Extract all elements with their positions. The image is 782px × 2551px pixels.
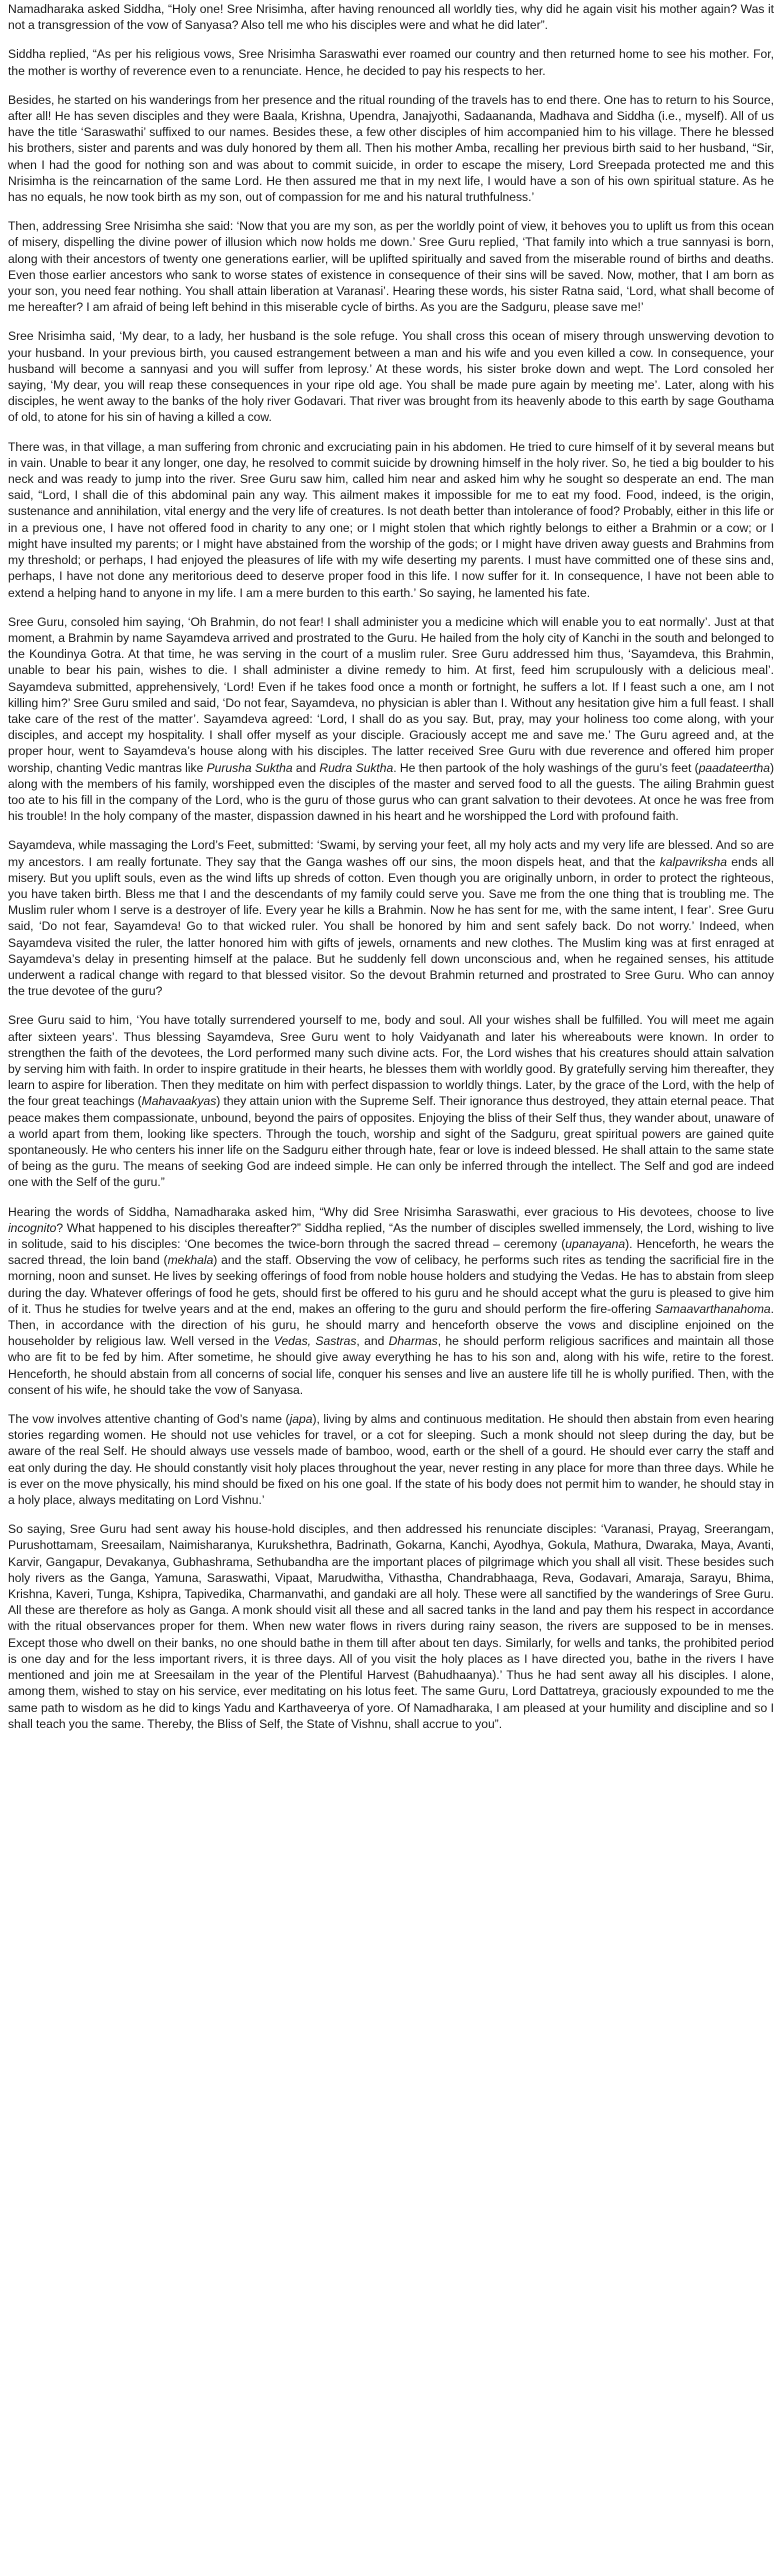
italic-term: mekhala [167, 1253, 214, 1268]
paragraph [8, 328, 774, 425]
text-run: ends all misery. But you uplift souls, even as the wind lifts up shreds of cotton. Even though you are originally unborn, in order to protect the righteous, you have taken birth. Bless me that I and the descendants of my family could serve you. Save me from the one thing that is troubling me. The Muslim ruler whom I serve is a destroyer of life. Every year he kills a Brahmin. Now he has sent for me, with the same intent, I fear’. Sree Guru said, ‘Do not fear, Sayamdeva! Go to that wicked ruler. You shall be honored by him and sent safely back. Do not worry.’ Indeed, when Sayamdeva visited the ruler, the latter honored him with gifts of jewels, ornaments and new clothes. The Muslim king was at first enraged at Sayamdeva’s delay in presenting himself at the palace. But he suddenly fell down unconscious and, when he regained senses, his attitude underwent a radical change with regard to that blessed visitor. So the devout Brahmin returned and prostrated to Sree Guru. Who can annoy the true devotee of the guru? [8, 854, 774, 999]
paragraph [8, 614, 774, 825]
paragraph [8, 837, 774, 999]
text-run: Sree Nrisimha said, ‘My dear, to a lady, her husband is the sole refuge. You shall cross this ocean of misery through unswerving devotion to your husband. In your previous birth, you caused estrangement between a man and his wife and you even killed a cow. In consequence, your husband will become a sannyasi and you will suffer from leprosy.’ At these words, his sister broke down and wept. The Lord consoled her saying, ‘My dear, you will reap these consequences in your ripe old age. You shall be made pure again by meeting me’. Later, along with his disciples, he went away to the banks of the holy river Godavari. That river was brought from its heavenly abode to this earth by sage Gouthama of old, to atone for his sin of having a killed a cow. [8, 329, 774, 425]
text-run: ) and the staff. Observing the vow of celibacy, he performs such rites as tending the sacrificial fire in the morning, noon and sunset. He lives by seeking offerings of food from noble house holders and studying the Vedas. He has to abstain from sleep during the day. Whatever offerings of food he gets, should first be offered to his guru and he should accept what the guru is pleased to give him of it. Thus he studies for twelve years and at the end, makes an offering to the guru and should perform the fire-offering [8, 1253, 774, 1316]
text-run: , and [356, 1334, 389, 1349]
text-run: Sree Guru, consoled him saying, ‘Oh Brahmin, do not fear! I shall administer you a medicine which will enable you to eat normally’. Just at that moment, a Brahmin by name Sayamdeva arrived and prostrated to the Guru. He hailed from the holy city of Kanchi in the south and belonged to the Koundinya Gotra. At that time, he was serving in the court of a muslim ruler. Sree Guru addressed him thus, ‘Sayamdeva, this Brahmin, unable to bear his pain, wishes to die. I shall administer a divine remedy to him. At first, feed him scrupulously with a delicious meal’. Sayamdeva submitted, apprehensively, ‘Lord! Even if he takes food once a month or fortnight, he suffers a lot. If I feast such a one, am I not killing him?’ Sree Guru smiled and said, ‘Do not fear, Sayamdeva, no physician is abler than I. Without any hesitation give him a full feast. I shall take care of the rest of the matter’. Sayamdeva agreed: ‘Lord, I shall do as you say. But, pray, may your holiness too come along, with your disciples, and accept my hospitality. I shall offer myself as your disciple. Graciously accept me and save me.’ The Guru agreed and, at the proper hour, went to Sayamdeva’s house along with his disciples. The latter received Sree Guru with due reverence and offered him proper worship, chanting Vedic mantras like [8, 614, 774, 775]
text-run: , he should perform religious sacrifices and maintain all those who are fit to be fed by him. After sometime, he should give away everything he has to his son and, along with his wife, retire to the forest. Henceforth, he should abstain from all concerns of social life, conquer his senses and live an austere life till he is wholly purified. Then, with the consent of his wife, he should take the vow of Sanyasa. [8, 1334, 774, 1397]
text-run: Hearing the words of Siddha, Namadharaka asked him, “Why did Sree Nrisimha Saraswathi, ever gracious to His devotees, choose to live [8, 1204, 774, 1219]
paragraph [8, 1411, 774, 1508]
text-run: ) they attain union with the Supreme Self. Their ignorance thus destroyed, they attain eternal peace. That peace makes them compassionate, unbound, beyond the pairs of opposites. Enjoying the bliss of their Self thus, they wander about, unaware of a world apart from them, looking like specters. Through the touch, worship and sight of the Sadguru, great spiritual powers are gained quite spontaneously. He who centers his inner life on the Sadguru either through hate, fear or love is indeed blessed. He shall attain to the same state of being as the guru. The means of seeking God are indeed simple. He can only be inferred through the intellect. The Self and god are indeed one with the Self of the guru.” [8, 1094, 774, 1190]
italic-term: Vedas, Sastras [273, 1334, 357, 1349]
paragraph [8, 1521, 774, 1732]
paragraph [8, 1204, 774, 1398]
text-run: . He then partook of the holy washings of the guru’s feet ( [393, 760, 699, 775]
paragraph [8, 1012, 774, 1190]
text-run: ). Henceforth, he wears the sacred thread, the loin band ( [8, 1237, 774, 1268]
text-run: Besides, he started on his wanderings from her presence and the ritual rounding of the travels has to end there. One has to return to his Source, after all! He has seven disciples and they were Baala, Krishna, Upendra, Janajyothi, Sadaananda, Madhava and Siddha (i.e., myself). All of us have the title ‘Saraswathi’ suffixed to our names. Besides these, a few other disciples of him accompanied him to his village. There he blessed his brothers, sister and parents and was duly honored by them all. Then his mother Amba, recalling her previous birth said to her husband, “Sir, when I had the good for nothing son and was about to commit suicide, in order to escape the misery, Lord Sreepada protected me and this Nrisimha is the reincarnation of the same Lord. He then assured me that in my next life, I would have a son of his own spiritual stature. As he has no equals, he now took birth as my son, out of compassion for me and his natural truthfulness.’ [8, 92, 774, 205]
italic-term: Purusha Suktha [206, 760, 293, 775]
text-run: Sayamdeva, while massaging the Lord’s Feet, submitted: ‘Swami, by serving your feet, all my holy acts and my very life are blessed. And so are my ancestors. I am really fortunate. They say that the Ganga washes off our sins, the moon dispels heat, and that the [8, 838, 774, 869]
italic-term: Dharmas [388, 1334, 438, 1349]
italic-term: upanayana [565, 1237, 626, 1252]
paragraph [8, 1, 774, 33]
text-run: Sree Guru said to him, ‘You have totally surrendered yourself to me, body and soul. All your wishes shall be fulfilled. You will meet me again after sixteen years’. Thus blessing Sayamdeva, Sree Guru went to holy Vaidyanath and later his whereabouts were known. In order to strengthen the faith of the devotees, the Lord performed many such divine acts. For, the Lord wishes that his creatures should attain salvation by serving him with faith. In order to inspire gratitude in their hearts, he blesses them with worldly good. By gratefully serving him thereafter, they learn to aspire for liberation. Then they meditate on him with perfect dispassion to worldly things. Later, by the grace of the Lord, with the help of the four great teachings ( [8, 1013, 774, 1109]
text-run: The vow involves attentive chanting of God’s name ( [8, 1412, 290, 1427]
text-run: ), living by alms and continuous meditation. He should then abstain from even hearing stories regarding women. He should not use vehicles for travel, or a cot for sleeping. Such a monk should not sleep during the day, but be aware of the real Self. He should always use vessels made of bamboo, wood, earth or the shell of a gourd. He should ever carry the staff and eat only during the day. He should constantly visit holy places throughout the year, never resting in any place for more than three days. While he is ever on the move physically, his mind should be fixed on his one goal. If the state of his body does not permit him to wander, he should stay in a holy place, always meditating on Lord Vishnu.’ [8, 1412, 774, 1508]
text-run: . Then, in accordance with the direction of his guru, he should marry and henceforth observe the vows and discipline enjoined on the householder by religious law. Well versed in the [8, 1301, 774, 1349]
italic-term: paadateertha [698, 760, 770, 775]
italic-term: japa [289, 1412, 313, 1427]
document-body [8, 1, 774, 1732]
paragraph [8, 439, 774, 601]
text-run: So saying, Sree Guru had sent away his house-hold disciples, and then addressed his renunciate disciples: ‘Varanasi, Prayag, Sreerangam, Purushottamam, Sreesailam, Naimisharanya, Kurukshethra, Badrinath, Gokarna, Kanchi, Ayodhya, Gokula, Mathura, Dwaraka, Maya, Avanti, Karvir, Gangapur, Devakanya, Gubhashrama, Sethubandha are the important places of pilgrimage which you shall all visit. These besides such holy rivers as the Ganga, Yamuna, Saraswathi, Vipaat, Marudwitha, Vithastha, Chandrabhaaga, Reva, Godavari, Amaraja, Sarayu, Bhima, Krishna, Kaveri, Tunga, Kshipra, Tapivedika, Charmanvathi, and gandaki are all holy. These were all sanctified by the wanderings of Sree Guru. All these are therefore as holy as Ganga. A monk should visit all these and all sacred tanks in the land and pay them his respect in accordance with the ritual observances proper for them. When new water flows in rivers during rainy season, the rivers are supposed to be in menses. Except those who dwell on their banks, no one should bathe in them till after about ten days. Similarly, for wells and tanks, the prohibited period is one day and for the less important rivers, it is three days. All of you visit the holy places as I have directed you, bathe in the rivers I have mentioned and join me at Sreesailam in the year of the Plentiful Harvest (Bahudhaanya).’ Thus he had sent away all his disciples. I alone, among them, wished to stay on his service, ever meditating on his lotus feet. The same Guru, Lord Dattatreya, graciously expounded to me the same path to wisdom as he did to kings Yadu and Karthaveerya of yore. Of Namadharaka, I am pleased at your humility and discipline and so I shall teach you the same. Thereby, the Bliss of Self, the State of Vishnu, shall accrue to you”. [8, 1522, 774, 1731]
text-run: Then, addressing Sree Nrisimha she said: ‘Now that you are my son, as per the worldly point of view, it behoves you to uplift us from this ocean of misery, dispelling the divine power of illusion which now holds me down.’ Sree Guru replied, ‘That family into which a true sannyasi is born, along with their ancestors of twenty one generations earlier, will be uplifted spiritually and saved from the miserable round of births and deaths. Even those earlier ancestors who sank to worse states of existence in consequence of their sins will be saved. Now, mother, that I am born as your son, you need fear nothing. You shall attain liberation at Varanasi’. Hearing these words, his sister Ratna said, ‘Lord, what shall become of me hereafter? I am afraid of being left behind in this miserable cycle of births. As you are the Sadguru, please save me!’ [8, 219, 774, 315]
text-run: ? What happened to his disciples thereafter?” Siddha replied, “As the number of disciples swelled immensely, the Lord, wishing to live in solitude, said to his disciples: ‘One becomes the twice-born through the sacred thread – ceremony ( [8, 1220, 774, 1252]
text-run: ) along with the members of his family, worshipped even the disciples of the master and served food to all the guests. The ailing Brahmin guest too ate to his fill in the company of the Lord, who is the guru of those gurus who can grant salvation to their devotees. At once he was free from his trouble! In the holy company of the master, dispassion dawned in his heart and he worshipped the Lord with profound faith. [8, 760, 774, 824]
text-run: Siddha replied, “As per his religious vows, Sree Nrisimha Saraswathi ever roamed our country and then returned home to see his mother. For, the mother is worthy of reverence even to a renunciate. Hence, he decided to pay his respects to her. [8, 47, 774, 78]
paragraph [8, 218, 774, 315]
paragraph [8, 46, 774, 78]
italic-term: Rudra Suktha [319, 760, 394, 775]
text-run: There was, in that village, a man suffering from chronic and excruciating pain in his abdomen. He tried to cure himself of it by several means but in vain. Unable to bear it any longer, one day, he resolved to commit suicide by drowning himself in the holy river. So, he tied a big boulder to his neck and was ready to jump into the river. Sree Guru saw him, called him near and asked him why he sought so desperate an end. The man said, “Lord, I shall die of this abdominal pain any way. This ailment makes it impossible for me to eat my food. Food, indeed, is the origin, sustenance and annihilation, vital energy and the very life of creatures. Is not death better than intolerance of food? Probably, either in this life or in a previous one, I have not offered food in charity to any one; or I might stolen that which rightly belongs to either a Brahmin or a cow; or I might have insulted my parents; or I might have abstained from the worship of the gods; or I might have driven away guests and Brahmins from my threshold; or perhaps, I had enjoyed the pleasures of life with my wife deserting my parents. I must have committed one of these sins and, perhaps, I have not done any meritorious deed to deserve proper food in this life. I now suffer for it. In consequence, I have not been able to extend a helping hand to anyone in my life. I am a mere burden to this earth.’ So saying, he lamented his fate. [8, 439, 774, 600]
italic-term: kalpavriksha [659, 854, 727, 869]
paragraph [8, 92, 774, 205]
italic-term: incognito [8, 1220, 57, 1235]
italic-term: Mahavaakyas [141, 1094, 217, 1109]
italic-term: Samaavarthanahoma [654, 1301, 771, 1316]
text-run: Namadharaka asked Siddha, “Holy one! Sree Nrisimha, after having renounced all worldly ties, why did he again visit his mother again? Was it not a transgression of the vow of Sanyasa? Also tell me who his disciples were and what he did later”. [8, 2, 774, 33]
text-run: and [292, 760, 320, 775]
